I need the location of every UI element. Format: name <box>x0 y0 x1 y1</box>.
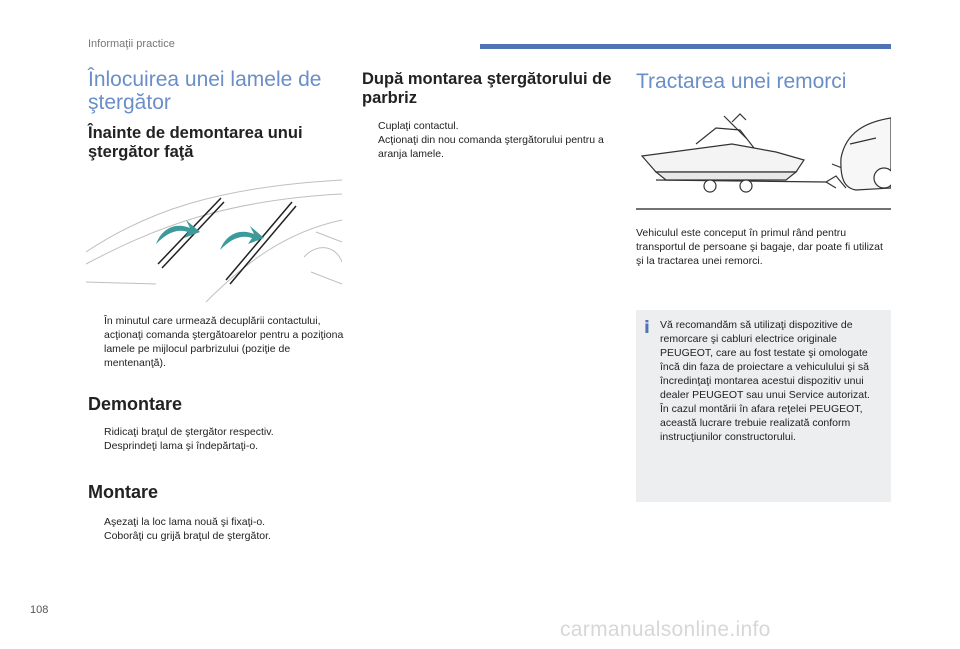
windshield-wiper-illustration <box>86 172 342 304</box>
fitting-steps <box>88 515 348 543</box>
removal-heading: Demontare <box>88 394 183 414</box>
bullet-icon <box>88 515 104 529</box>
header-accent-bar <box>480 44 891 49</box>
section-heading-before-removal: Înainte de demontarea unui ştergător faţă <box>88 124 303 161</box>
maintenance-position-text: În minutul care urmează decuplării contactului, acţionaţi comanda ştergătoarelor pentru a poziţiona lamele pe mijlocul parbrizului (poziţie de mentenanţă). <box>104 315 344 369</box>
watermark: carmanualsonline.info <box>560 618 771 641</box>
removal-steps <box>88 425 348 453</box>
fitting-heading: Montare <box>88 482 159 502</box>
list-item: Desprindeţi lama şi îndepărtaţi-o. <box>88 439 348 453</box>
page-number: 108 <box>30 604 49 616</box>
list-item <box>88 314 348 370</box>
bullet-icon <box>362 133 378 161</box>
bullet-icon <box>88 439 104 453</box>
list-item: Acţionaţi din nou comanda ştergătorului pentru a aranja lamele. <box>362 133 612 161</box>
list-item: Ridicaţi braţul de ştergător respectiv. <box>88 425 348 439</box>
towing-description: Vehiculul este conceput în primul rând pentru transportul de persoane şi bagaje, dar poate fi utilizat şi la tractarea unei remorci. <box>636 227 883 267</box>
trailer-towing-illustration <box>636 108 891 210</box>
list-item: Coborâţi cu grijă braţul de ştergător. <box>88 529 348 543</box>
page-title: Înlocuirea unei lamele de ştergător <box>88 68 322 114</box>
bullet-icon <box>88 314 104 370</box>
after-fitting-steps <box>362 119 612 161</box>
bullet-icon <box>88 529 104 543</box>
list-item: Aşezaţi la loc lama nouă şi fixaţi-o. <box>88 515 348 529</box>
info-box-text: Vă recomandăm să utilizaţi dispozitive de remorcare şi cabluri electrice originale PEUGEOT, care au fost testate şi omologate încă din faza de proiectare a vehiculului şi să încredinţaţi montarea acestui dispozitiv unui dealer PEUGEOT sau unui Service autorizat. În cazul montării în afara reţelei PEUGEOT, această lucrare trebuie realizată conform instrucţiunilor constructorului. <box>660 319 870 443</box>
list-item: Cuplaţi contactul. <box>362 119 612 133</box>
towing-heading: Tractarea unei remorci <box>636 70 847 93</box>
info-icon: i <box>644 318 650 338</box>
after-fitting-heading: După montarea ştergătorului de parbriz <box>362 70 612 107</box>
bullet-icon <box>362 119 378 133</box>
section-label: Informaţii practice <box>88 38 175 50</box>
bullet-icon <box>88 425 104 439</box>
